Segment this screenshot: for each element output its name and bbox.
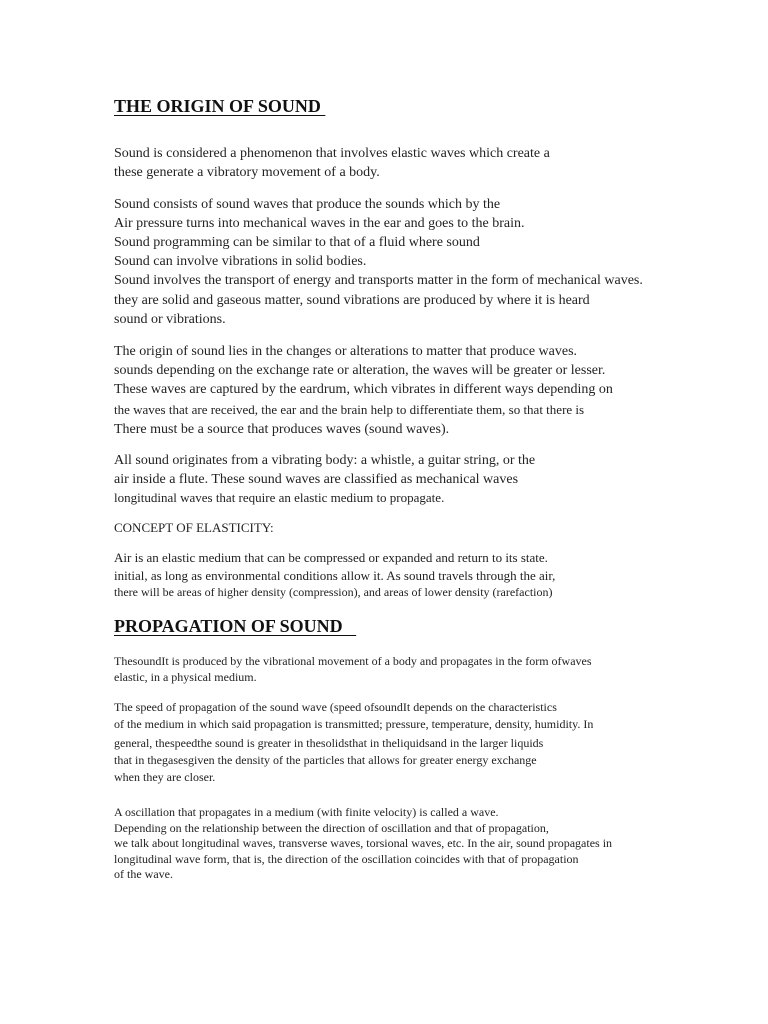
text-line: Air is an elastic medium that can be compressed or expanded and return to its state. bbox=[114, 550, 548, 565]
text-line: ThesoundIt is produced by the vibrational movement of a body and propagates in the form ofwaves bbox=[114, 654, 592, 668]
text-line: All sound originates from a vibrating body: a whistle, a guitar string, or the bbox=[114, 453, 536, 468]
text-line: that in thegasesgiven the density of the particles that allows for greater energy exchange bbox=[114, 753, 537, 767]
text-line: Sound consists of sound waves that produce the sounds which by the bbox=[114, 197, 501, 212]
text-line: of the medium in which said propagation is transmitted; pressure, temperature, density, humidity. In bbox=[114, 717, 594, 731]
text-line: these generate a vibratory movement of a body. bbox=[114, 165, 380, 180]
heading-origin-of-sound: THE ORIGIN OF SOUND bbox=[114, 96, 326, 116]
text-line: A oscillation that propagates in a medium (with finite velocity) is called a wave. bbox=[114, 805, 499, 819]
document-page bbox=[114, 0, 754, 1024]
text-line: sound or vibrations. bbox=[114, 312, 226, 327]
text-line: Depending on the relationship between the direction of oscillation and that of propagation, bbox=[114, 821, 549, 835]
text-line: longitudinal waves that require an elastic medium to propagate. bbox=[114, 490, 445, 505]
text-line: longitudinal wave form, that is, the direction of the oscillation coincides with that of propagation bbox=[114, 852, 579, 866]
text-line: The origin of sound lies in the changes or alterations to matter that produce waves. bbox=[114, 344, 578, 359]
text-line: the waves that are received, the ear and the brain help to differentiate them, so that there is bbox=[114, 402, 585, 417]
text-line: Sound can involve vibrations in solid bodies. bbox=[114, 254, 367, 269]
text-line: initial, as long as environmental conditions allow it. As sound travels through the air, bbox=[114, 568, 556, 583]
text-line: general, thespeedthe sound is greater in thesolidsthat in theliquidsand in the larger liquids bbox=[114, 736, 544, 750]
text-line: Sound involves the transport of energy and transports matter in the form of mechanical waves. bbox=[114, 273, 643, 288]
subheading-concept-of-elasticity: CONCEPT OF ELASTICITY: bbox=[114, 520, 274, 535]
text-line: Sound is considered a phenomenon that involves elastic waves which create a bbox=[114, 146, 550, 161]
text-line: These waves are captured by the eardrum, which vibrates in different ways depending on bbox=[114, 382, 613, 397]
text-line: they are solid and gaseous matter, sound vibrations are produced by where it is heard bbox=[114, 293, 590, 308]
text-line: of the wave. bbox=[114, 867, 173, 881]
text-line: we talk about longitudinal waves, transverse waves, torsional waves, etc. In the air, sound propagates in bbox=[114, 836, 613, 850]
text-line: there will be areas of higher density (compression), and areas of lower density (rarefaction) bbox=[114, 585, 553, 599]
text-line: There must be a source that produces waves (sound waves). bbox=[114, 422, 450, 437]
text-line: Sound programming can be similar to that of a fluid where sound bbox=[114, 235, 480, 250]
text-line: air inside a flute. These sound waves are classified as mechanical waves bbox=[114, 472, 519, 487]
text-line: elastic, in a physical medium. bbox=[114, 670, 257, 684]
text-line: when they are closer. bbox=[114, 770, 216, 784]
text-line: sounds depending on the exchange rate or alteration, the waves will be greater or lesser. bbox=[114, 363, 606, 378]
text-line: The speed of propagation of the sound wave (speed ofsoundIt depends on the characteristics bbox=[114, 700, 557, 714]
heading-propagation-of-sound: PROPAGATION OF SOUND bbox=[114, 616, 357, 636]
text-line: Air pressure turns into mechanical waves in the ear and goes to the brain. bbox=[114, 216, 525, 231]
